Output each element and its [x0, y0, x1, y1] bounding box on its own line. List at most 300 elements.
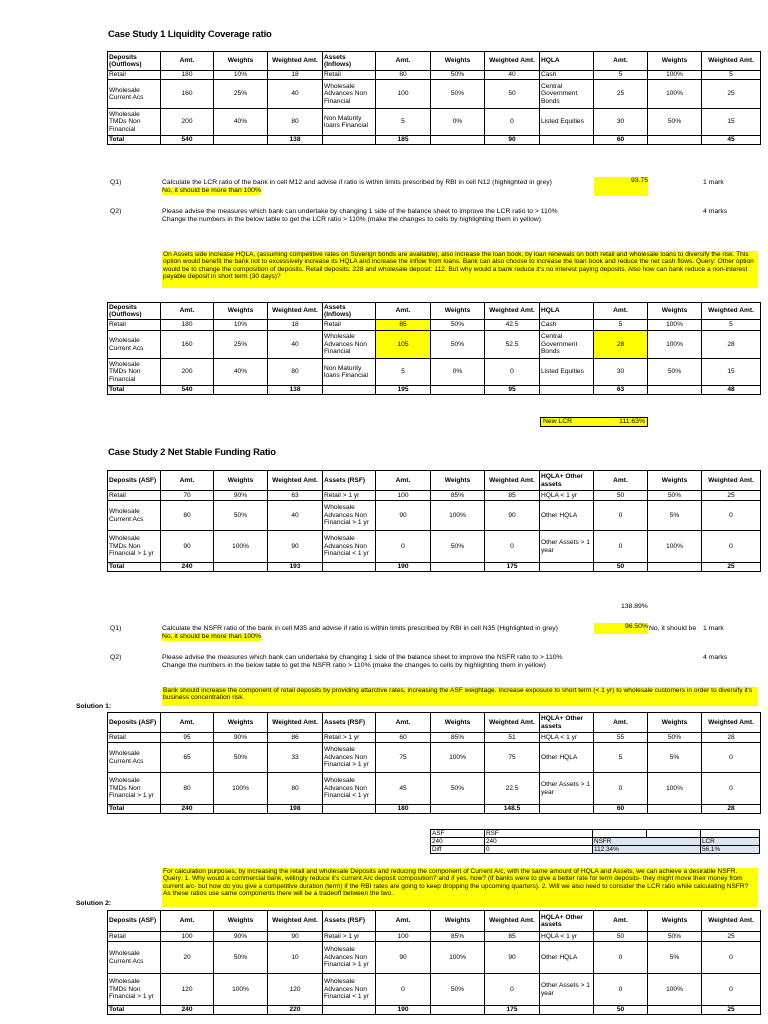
cs2-q1-answer[interactable]: No, it should be more than 100%	[162, 633, 261, 640]
table-cell[interactable]: 40	[268, 501, 323, 531]
table-cell[interactable]: 0	[594, 974, 648, 1006]
table-cell[interactable]: 25	[702, 80, 761, 109]
table-cell[interactable]: 90%	[214, 932, 268, 942]
column-header: Amt.	[594, 911, 648, 932]
table-cell[interactable]	[648, 805, 702, 814]
new-lcr-box[interactable]	[540, 417, 648, 427]
table-cell[interactable]: 28	[702, 805, 761, 814]
table-cell[interactable]: Wholesale TMDs Non Financial > 1 yr	[108, 773, 161, 805]
column-header: Weighted Amt.	[268, 471, 323, 491]
table-cell[interactable]: Other HQLA	[540, 501, 594, 531]
table-cell[interactable]: 90	[376, 501, 431, 531]
column-header: Amt.	[161, 471, 214, 491]
table-cell[interactable]: HQLA < 1 yr	[540, 932, 594, 942]
table-cell[interactable]: Listed Equities	[540, 359, 594, 386]
table-cell[interactable]: 190	[376, 1006, 431, 1015]
table-cell[interactable]	[648, 1006, 702, 1015]
table-cell[interactable]: 30	[594, 359, 648, 386]
table-cell[interactable]: 18	[268, 71, 323, 80]
table-cell[interactable]: Retail	[323, 71, 376, 80]
column-header: Weighted Amt.	[485, 52, 540, 71]
table-cell[interactable]	[323, 136, 376, 145]
cs2-q2-label: Q2)	[110, 654, 122, 661]
table-cell[interactable]: 100%	[431, 942, 485, 974]
column-header: Amt.	[376, 471, 431, 491]
table-cell[interactable]: 0	[594, 942, 648, 974]
total-row	[108, 805, 761, 814]
column-header: Amt.	[161, 52, 214, 71]
table-cell[interactable]: 160	[161, 331, 214, 359]
table-cell[interactable]: 80	[268, 109, 323, 136]
column-header: Amt.	[594, 713, 648, 733]
table-cell[interactable]: 0	[702, 501, 761, 531]
table-cell[interactable]: 85	[485, 932, 540, 942]
table-cell[interactable]: Wholesale Current Acs	[108, 80, 161, 109]
table-cell[interactable]: 50	[594, 932, 648, 942]
table-cell[interactable]: 0	[594, 531, 648, 563]
table-cell[interactable]: 175	[485, 563, 540, 572]
new-lcr-value: 111.63%	[619, 418, 645, 425]
table-cell[interactable]: Central Government Bonds	[540, 331, 594, 359]
lcr-label: LCR	[701, 838, 760, 846]
table-cell[interactable]	[648, 136, 702, 145]
table-cell[interactable]: 80	[161, 501, 214, 531]
table-cell[interactable]: 90	[485, 942, 540, 974]
table-cell[interactable]: 5	[702, 71, 761, 80]
table-cell[interactable]: 0	[702, 531, 761, 563]
table-cell[interactable]: 10%	[214, 71, 268, 80]
table-cell[interactable]: Non Maturity loans Financial	[323, 359, 376, 386]
table-cell[interactable]: 50%	[214, 501, 268, 531]
table-cell[interactable]: 100%	[648, 974, 702, 1006]
table-cell[interactable]	[540, 136, 594, 145]
table-cell[interactable]: 40%	[214, 359, 268, 386]
table-cell[interactable]: Retail	[108, 932, 161, 942]
table-cell[interactable]	[648, 563, 702, 572]
table-cell[interactable]: 25	[702, 491, 761, 501]
table-cell[interactable]	[431, 1006, 485, 1015]
table-cell[interactable]: 0	[485, 531, 540, 563]
table-cell[interactable]: 70	[161, 491, 214, 501]
table-cell[interactable]: 25%	[214, 80, 268, 109]
table-cell[interactable]: Wholesale TMDs Non Financial > 1 yr	[108, 531, 161, 563]
table-cell[interactable]	[431, 386, 485, 395]
total-row	[108, 386, 761, 395]
table-cell[interactable]: 52.5	[485, 331, 540, 359]
table-cell[interactable]	[431, 805, 485, 814]
table-cell[interactable]: 0	[376, 531, 431, 563]
table-cell[interactable]: 198	[268, 805, 323, 814]
table-cell[interactable]: Wholesale TMDs Non Financial	[108, 109, 161, 136]
table-cell[interactable]: 50%	[431, 974, 485, 1006]
table-cell[interactable]: 180	[376, 805, 431, 814]
table-cell[interactable]: 100%	[648, 320, 702, 331]
table-cell[interactable]: 55	[594, 733, 648, 743]
table-cell[interactable]: 5	[594, 71, 648, 80]
table-cell[interactable]: Wholesale Advances Non Financial	[323, 331, 376, 359]
table-cell[interactable]: Cash	[540, 71, 594, 80]
table-cell[interactable]: 200	[161, 359, 214, 386]
rsf-label: RSF	[485, 830, 593, 838]
table-cell[interactable]: 80	[161, 773, 214, 805]
table-cell[interactable]: 86	[268, 733, 323, 743]
column-header: Amt.	[161, 713, 214, 733]
table-cell[interactable]: 5	[594, 320, 648, 331]
table-cell[interactable]: 5	[594, 743, 648, 773]
table-cell[interactable]: 90	[161, 531, 214, 563]
table-cell[interactable]: 33	[268, 743, 323, 773]
table-cell[interactable]: 190	[376, 563, 431, 572]
lcr-value-cell[interactable]	[594, 177, 648, 196]
table-cell[interactable]: 100%	[214, 974, 268, 1006]
table-cell[interactable]: 100%	[431, 743, 485, 773]
column-header: HQLA+ Other assets	[540, 911, 594, 932]
table-cell[interactable]: 0	[485, 974, 540, 1006]
table-cell[interactable]: 50%	[431, 71, 485, 80]
table-cell[interactable]: Retail	[108, 733, 161, 743]
table-cell[interactable]: 28	[702, 331, 761, 359]
table-cell[interactable]: 63	[268, 491, 323, 501]
table-cell[interactable]: HQLA < 1 yr	[540, 733, 594, 743]
column-header: Weighted Amt.	[702, 52, 761, 71]
table-cell[interactable]: 100%	[648, 331, 702, 359]
table-cell[interactable]	[323, 805, 376, 814]
table-cell[interactable]: 20	[161, 942, 214, 974]
table-cell[interactable]: 40	[485, 71, 540, 80]
table-cell[interactable]: 50%	[648, 932, 702, 942]
table-cell[interactable]: 50%	[431, 531, 485, 563]
table-cell[interactable]: 50%	[431, 320, 485, 331]
table-cell[interactable]: Retail > 1 yr	[323, 733, 376, 743]
cs2-q1-marks: 1 mark	[703, 625, 724, 632]
table-cell[interactable]: 90%	[214, 733, 268, 743]
column-header: Assets (Inflows)	[323, 303, 376, 320]
table-cell[interactable]: 60	[376, 733, 431, 743]
table-cell[interactable]: 105	[376, 331, 431, 359]
table-cell[interactable]: 240	[161, 805, 214, 814]
table-cell[interactable]: 28	[702, 733, 761, 743]
solution-2-note[interactable]: For calculation purposes, by increasing the retail and wholesale Deposits and reducing the component of Current A/c, with the same amount of HQLA and Assets, we can achieve a desirable NSFR. Query: 1. Why would a commercial bank, willingly reduce it's current A/c deposit composition? and if yes, how? (If banks were to give a better rate for term deposits- they might move their money from current a/c- but how do you give a competitive duration (term) if the RBI rates are going to keep dropping the upcoming quarters). 2. Will we also need to consider the LCR ratio while calculating NSFR? As these ratios use same components there will be a tradeoff between the two.	[162, 868, 758, 907]
lcr-value: 93.75	[630, 177, 648, 184]
table-cell[interactable]	[214, 386, 268, 395]
table-cell[interactable]	[323, 563, 376, 572]
table-cell[interactable]: 60	[594, 136, 648, 145]
table-cell[interactable]: 100%	[648, 531, 702, 563]
table-cell[interactable]: 25	[702, 1006, 761, 1015]
table-cell[interactable]: 100	[376, 80, 431, 109]
table-cell[interactable]: 0	[702, 974, 761, 1006]
table-cell[interactable]: 18	[268, 320, 323, 331]
table-cell[interactable]: 50	[594, 563, 648, 572]
table-cell[interactable]: 540	[161, 386, 214, 395]
table-cell[interactable]: 0	[485, 109, 540, 136]
table-cell[interactable]: Central Government Bonds	[540, 80, 594, 109]
asf-value: 240	[431, 838, 485, 846]
nsfr-table-original	[107, 470, 761, 572]
table-cell[interactable]: 50%	[431, 331, 485, 359]
table-cell[interactable]: Wholesale Advances Non Financial > 1 yr	[323, 501, 376, 531]
table-cell[interactable]: Wholesale TMDs Non Financial > 1 yr	[108, 974, 161, 1006]
table-cell[interactable]: Total	[108, 1006, 161, 1015]
table-cell[interactable]: 540	[161, 136, 214, 145]
table-cell[interactable]: 220	[268, 1006, 323, 1015]
rsf-value: 240	[485, 838, 593, 846]
table-cell[interactable]: HQLA < 1 yr	[540, 491, 594, 501]
table-cell[interactable]: 95	[161, 733, 214, 743]
empty-cell	[647, 830, 701, 838]
table-cell[interactable]: 0%	[431, 109, 485, 136]
nsfr-ratio-above: 138.89%	[621, 603, 648, 610]
table-cell[interactable]: 0%	[431, 359, 485, 386]
table-cell[interactable]: Cash	[540, 320, 594, 331]
table-cell[interactable]: 175	[485, 1006, 540, 1015]
table-cell[interactable]: Total	[108, 386, 161, 395]
table-cell[interactable]: Total	[108, 563, 161, 572]
table-cell[interactable]: 160	[161, 80, 214, 109]
column-header: Weights	[214, 52, 268, 71]
table-cell[interactable]: 50%	[431, 773, 485, 805]
table-cell[interactable]: 90	[268, 531, 323, 563]
table-cell[interactable]: 10	[268, 942, 323, 974]
table-cell[interactable]	[323, 386, 376, 395]
table-cell[interactable]: 100%	[214, 773, 268, 805]
column-header: Assets (RSF)	[323, 713, 376, 733]
table-cell[interactable]: Other Assets > 1 year	[540, 974, 594, 1006]
column-header: Weights	[214, 713, 268, 733]
table-cell[interactable]: 48	[702, 386, 761, 395]
table-cell[interactable]: 138	[268, 136, 323, 145]
table-cell[interactable]: 180	[161, 71, 214, 80]
table-cell[interactable]	[431, 563, 485, 572]
solution-1-note[interactable]: Bank should increase the component of retail deposits by providing attarctive rates, increasing the ASF weightage. Increase exposure to short term (< 1 yr) to wholesale customers in order to diversify it's business concentration risk.	[162, 687, 758, 706]
table-cell[interactable]: 240	[161, 563, 214, 572]
table-cell[interactable]: Retail	[108, 491, 161, 501]
table-cell[interactable]: 75	[376, 743, 431, 773]
table-cell[interactable]: Wholesale Current Acs	[108, 501, 161, 531]
table-cell[interactable]: 30	[594, 109, 648, 136]
table-cell[interactable]: Retail > 1 yr	[323, 491, 376, 501]
table-cell[interactable]: 85	[376, 320, 431, 331]
table-cell[interactable]	[214, 563, 268, 572]
table-cell[interactable]: Retail	[108, 320, 161, 331]
table-cell[interactable]: 90	[376, 942, 431, 974]
table-cell[interactable]: 50%	[648, 109, 702, 136]
table-cell[interactable]: 0	[485, 359, 540, 386]
table-cell[interactable]: 15	[702, 109, 761, 136]
q2-marks: 4 marks	[703, 208, 728, 215]
table-cell[interactable]: 63	[594, 386, 648, 395]
column-header: Amt.	[161, 303, 214, 320]
column-header: HQLA	[540, 303, 594, 320]
nsfr-table-solution-1	[107, 712, 761, 814]
table-cell[interactable]: 138	[268, 386, 323, 395]
table-cell[interactable]: Wholesale Advances Non Financial > 1 yr	[323, 942, 376, 974]
table-cell[interactable]: 120	[268, 974, 323, 1006]
table-cell[interactable]	[431, 136, 485, 145]
cs2-q2-text-1: Please advise the measures which bank can undertake by changing 1 side of the balance sheet to improve the NSFR ratio to > 110%	[162, 654, 563, 661]
column-header: Deposits (ASF)	[108, 471, 161, 491]
table-cell[interactable]: 0	[702, 942, 761, 974]
table-cell[interactable]: 40	[268, 80, 323, 109]
table-cell[interactable]: 25	[594, 80, 648, 109]
table-cell[interactable]: 90	[485, 501, 540, 531]
table-cell[interactable]: 120	[161, 974, 214, 1006]
q1-answer[interactable]: No, it should be more than 100%	[162, 187, 261, 194]
table-cell[interactable]: 85%	[431, 733, 485, 743]
table-cell[interactable]: 100	[161, 932, 214, 942]
column-header: Amt.	[376, 303, 431, 320]
table-cell[interactable]: Wholesale Current Acs	[108, 942, 161, 974]
nsfr-value: 96.50%	[624, 623, 648, 630]
table-cell[interactable]: 50%	[214, 743, 268, 773]
table-cell[interactable]: 5	[702, 320, 761, 331]
total-row	[108, 563, 761, 572]
table-cell[interactable]: 80	[376, 71, 431, 80]
lcr-answer-note[interactable]: On Assets side increase HQLA, (assuming competitive rates on Soverign bonds are available), also increase the loan book, by loan renewals on both retail and wholesale loans to diversify the risk. This option would benefit the bank not to excessively increase its HQLA and increase the inflow from loans. Bank can also choose to increase the loan book and reduce the net cash flows. Query: Other option would be to change the composition of deposits. Retail deposits: 228 and wholesale deposit: 112. But why would a bank reduce it's no interest paying deposits. Also how can bank reduce a non-interest payable deposit in short term (30 days)?	[162, 251, 758, 288]
table-cell[interactable]: 5	[376, 109, 431, 136]
table-cell[interactable]	[540, 386, 594, 395]
table-cell[interactable]: 0	[376, 974, 431, 1006]
table-cell[interactable]: 85%	[431, 932, 485, 942]
table-cell[interactable]: 50%	[648, 359, 702, 386]
table-cell[interactable]: 25	[702, 563, 761, 572]
table-cell[interactable]: 80	[268, 773, 323, 805]
table-cell[interactable]: 50	[485, 80, 540, 109]
table-cell[interactable]: Listed Equities	[540, 109, 594, 136]
table-cell[interactable]	[214, 805, 268, 814]
table-cell[interactable]: 51	[485, 733, 540, 743]
table-cell[interactable]: 60	[594, 805, 648, 814]
table-cell[interactable]	[540, 563, 594, 572]
table-cell[interactable]: 80	[268, 359, 323, 386]
table-cell[interactable]: 50%	[431, 80, 485, 109]
table-cell[interactable]: Non Maturity loans Financial	[323, 109, 376, 136]
column-header: Weighted Amt.	[702, 911, 761, 932]
table-cell[interactable]: 28	[594, 331, 648, 359]
table-cell[interactable]: 200	[161, 109, 214, 136]
table-cell[interactable]: Wholesale TMDs Non Financial	[108, 359, 161, 386]
table-cell[interactable]: 100	[376, 932, 431, 942]
table-cell[interactable]: 0	[594, 501, 648, 531]
table-cell[interactable]: Wholesale Advances Non Financial < 1 yr	[323, 773, 376, 805]
table-cell[interactable]: 45	[702, 136, 761, 145]
table-cell[interactable]: 195	[376, 386, 431, 395]
table-cell[interactable]: Wholesale Advances Non Financial	[323, 80, 376, 109]
table-cell[interactable]: 100%	[431, 501, 485, 531]
table-cell[interactable]: 240	[161, 1006, 214, 1015]
column-header: Deposits (ASF)	[108, 911, 161, 932]
table-cell[interactable]: 85%	[431, 491, 485, 501]
table-cell[interactable]: 15	[702, 359, 761, 386]
table-cell[interactable]: 100%	[648, 71, 702, 80]
nsfr-value-cell[interactable]	[594, 623, 648, 634]
table-cell[interactable]: 42.5	[485, 320, 540, 331]
table-cell[interactable]: Other Assets > 1 year	[540, 531, 594, 563]
table-cell[interactable]: 40%	[214, 109, 268, 136]
table-cell[interactable]: 185	[376, 136, 431, 145]
table-cell[interactable]: 90	[485, 136, 540, 145]
table-cell[interactable]: 50%	[648, 491, 702, 501]
table-cell[interactable]: Retail	[323, 320, 376, 331]
q2-text-1: Please advise the measures which bank can undertake by changing 1 side of the balance sheet to improve the LCR ratio to > 110%	[162, 208, 558, 215]
table-cell[interactable]: 10%	[214, 320, 268, 331]
total-row	[108, 1006, 761, 1015]
table-cell[interactable]: 5%	[648, 942, 702, 974]
table-cell[interactable]	[323, 1006, 376, 1015]
table-cell[interactable]: 50	[594, 491, 648, 501]
table-cell[interactable]: 0	[702, 773, 761, 805]
column-header: Amt.	[594, 471, 648, 491]
table-cell[interactable]	[214, 136, 268, 145]
table-cell[interactable]: Total	[108, 136, 161, 145]
table-cell[interactable]: 180	[161, 320, 214, 331]
table-cell[interactable]: Retail	[108, 71, 161, 80]
table-cell[interactable]: 90	[268, 932, 323, 942]
lcr-table-original	[107, 51, 761, 145]
table-cell[interactable]: 0	[702, 743, 761, 773]
table-cell[interactable]: 45	[376, 773, 431, 805]
column-header: Weighted Amt.	[485, 911, 540, 932]
table-row	[108, 974, 761, 1006]
column-header: Weighted Amt.	[702, 303, 761, 320]
table-cell[interactable]: 50%	[648, 733, 702, 743]
solution-2-label: Solution 2:	[76, 900, 112, 907]
table-cell[interactable]: 22.5	[485, 773, 540, 805]
table-cell[interactable]: 90%	[214, 491, 268, 501]
table-cell[interactable]: 65	[161, 743, 214, 773]
table-cell[interactable]	[214, 1006, 268, 1015]
table-cell[interactable]	[540, 1006, 594, 1015]
table-cell[interactable]: Wholesale Advances Non Financial < 1 yr	[323, 974, 376, 1006]
table-cell[interactable]: 25%	[214, 331, 268, 359]
table-cell[interactable]: Total	[108, 805, 161, 814]
table-cell[interactable]	[648, 386, 702, 395]
table-cell[interactable]: 75	[485, 743, 540, 773]
table-cell[interactable]: 193	[268, 563, 323, 572]
column-header: Assets (RSF)	[323, 471, 376, 491]
table-cell[interactable]: 100%	[648, 80, 702, 109]
table-cell[interactable]: 25	[702, 932, 761, 942]
table-cell[interactable]: Other HQLA	[540, 743, 594, 773]
table-cell[interactable]: 85	[485, 491, 540, 501]
table-cell[interactable]: 50%	[214, 942, 268, 974]
table-cell[interactable]: 148.5	[485, 805, 540, 814]
lcr-result: 56.1%	[701, 846, 760, 854]
column-header: Deposits (ASF)	[108, 713, 161, 733]
column-header: Amt.	[594, 303, 648, 320]
table-cell[interactable]	[540, 805, 594, 814]
table-cell[interactable]: 100	[376, 491, 431, 501]
table-cell[interactable]: Wholesale Current Acs	[108, 331, 161, 359]
table-cell[interactable]: 5%	[648, 501, 702, 531]
table-cell[interactable]: Wholesale Current Acs	[108, 743, 161, 773]
column-header: Weights	[214, 303, 268, 320]
table-cell[interactable]: 50	[594, 1006, 648, 1015]
table-cell[interactable]: Other HQLA	[540, 942, 594, 974]
table-cell[interactable]: 100%	[648, 773, 702, 805]
solution-1-label: Solution 1:	[76, 703, 112, 710]
table-cell[interactable]: 40	[268, 331, 323, 359]
table-cell[interactable]: Other Assets > 1 year	[540, 773, 594, 805]
table-cell[interactable]: 5%	[648, 743, 702, 773]
table-cell[interactable]: 5	[376, 359, 431, 386]
table-cell[interactable]: Wholesale Advances Non Financial > 1 yr	[323, 743, 376, 773]
table-cell[interactable]: Wholesale Advances Non Financial < 1 yr	[323, 531, 376, 563]
table-cell[interactable]: 100%	[214, 531, 268, 563]
table-cell[interactable]: 95	[485, 386, 540, 395]
table-cell[interactable]: Retail > 1 yr	[323, 932, 376, 942]
table-cell[interactable]: 0	[594, 773, 648, 805]
